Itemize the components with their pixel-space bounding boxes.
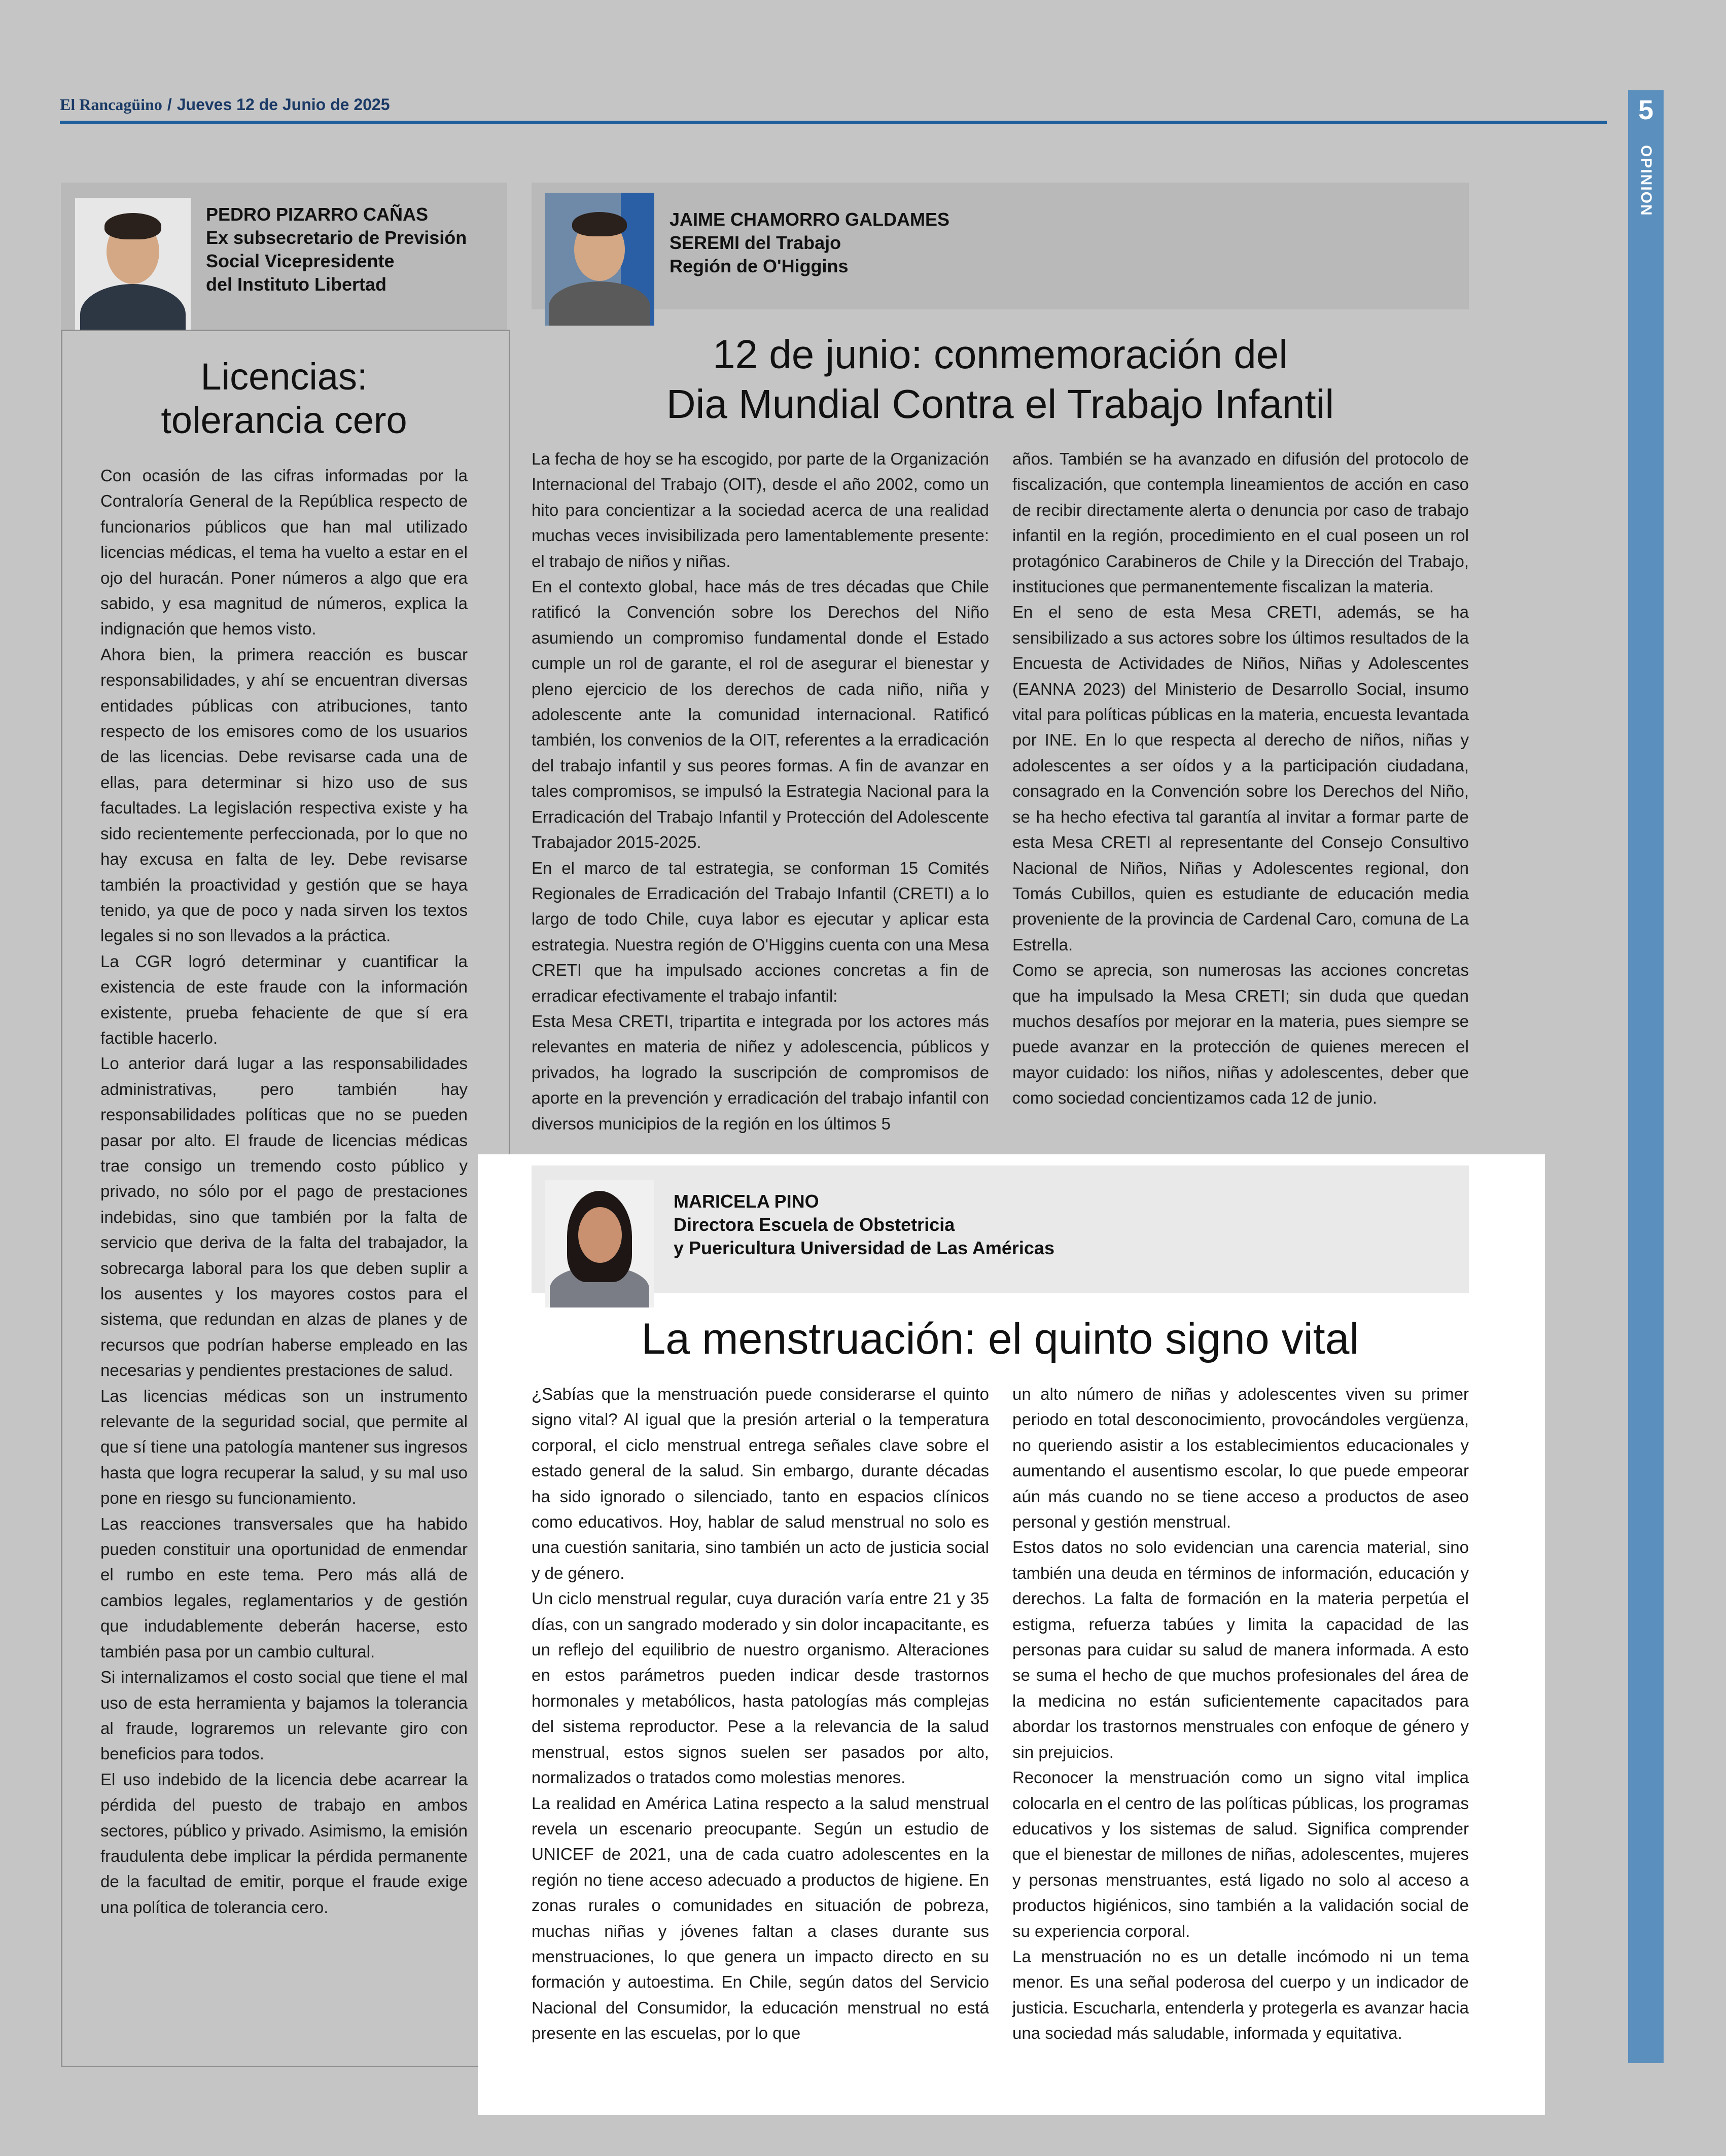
publication-date: Jueves 12 de Junio de 2025 — [177, 95, 390, 114]
article-title: Licencias: tolerancia cero — [161, 356, 407, 441]
paragraph: En el marco de tal estrategia, se conforman 15 Comités Regionales de Erradicación del Trabajo Infantil (CRETI) a lo largo de todo Chile, cuya labor es ejecutar y aplicar esta estrategia. Nuestra región de O'Higgins cuenta con una Mesa CRETI que ha impulsado acciones concretas a fin de erradicar efectivamente el trabajo infantil: — [532, 858, 989, 1005]
article-body-chamorro-col1 — [532, 446, 989, 1137]
author-photo-pizarro — [75, 198, 191, 331]
paragraph: En el contexto global, hace más de tres décadas que Chile ratificó la Convención sobre los Derechos del Niño asumiendo un compromiso fundamental donde el Estado cumple un rol de garante, el rol de asegurar el bienestar y pleno ejercicio de los derechos de cada niño, niña y adolescente ante la comunidad internacional. Ratificó también, los convenios de la OIT, referentes a la erradicación del trabajo infantil y sus peores formas. A fin de avanzar en tales compromisos, se impulsó la Estrategia Nacional para la Erradicación del Trabajo Infantil y Protección del Adolescente Trabajador 2015-2025. — [532, 577, 989, 852]
section-tab — [1628, 90, 1664, 2063]
paragraph: un alto número de niñas y adolescentes viven su primer periodo en total desconocimiento, provocándoles vergüenza, no queriendo asistir a los establecimientos educacionales y aumentando el ausentismo escolar, lo que puede empeorar aún más cuando no se tiene acceso a productos de aseo personal y gestión menstrual. — [1012, 1385, 1469, 1532]
paragraph: años. También se ha avanzado en difusión del protocolo de fiscalización, que contempla lineamientos de acción en caso de recibir directamente alerta o denuncia por caso de trabajo infantil en la región, procedimiento en el cual poseen un rol protagónico Carabineros de Chile y la Dirección del Trabajo, instituciones que permanentemente fiscalizan la materia. — [1012, 449, 1469, 596]
paragraph: La menstruación no es un detalle incómodo ni un tema menor. Es una señal poderosa del cuerpo y un indicador de justicia. Escucharla, entenderla y protegerla es avanzar hacia una sociedad más saludable, informada y equitativa. — [1012, 1947, 1469, 2043]
paragraph: Estos datos no solo evidencian una carencia material, sino también una deuda en términos de información, educación y derechos. La falta de formación en la materia perpetúa el estigma, refuerza tabúes y limita la capacidad de las personas para cuidar su salud de manera informada. A esto se suma el hecho de que muchos profesionales del área de la medicina no están suficientemente capacitados para abordar los trastornos menstruales con enfoque de género y sin prejuicios. — [1012, 1538, 1469, 1761]
paragraph: El uso indebido de la licencia debe acarrear la pérdida del puesto de trabajo en ambos sectores, público y privado. Asimismo, la emisión fraudulenta debe implicar la pérdida permanente de la facultad de emitir, porque el fraude exige una política de tolerancia cero. — [100, 1770, 468, 1917]
paragraph: Con ocasión de las cifras informadas por la Contraloría General de la República respecto de funcionarios públicos que han mal utilizado licencias médicas, el tema ha vuelto a estar en el ojo del huracán. Poner números a algo que era sabido, y esa magnitud de números, explica la indignación que hemos visto. — [100, 466, 468, 639]
paragraph: Un ciclo menstrual regular, cuya duración varía entre 21 y 35 días, con un sangrado moderado y sin dolor incapacitante, es un reflejo del equilibrio de nuestro organismo. Alteraciones en estos parámetros pueden indicar desde trastornos hormonales y metabólicos, hasta patologías más complejas del sistema reproductor. Pese a la relevancia de la salud menstrual, estos signos suelen ser pasados por alto, normalizados o tratados como molestias menores. — [532, 1589, 989, 1787]
author-photo-pino — [545, 1180, 654, 1307]
paragraph: La realidad en América Latina respecto a la salud menstrual revela un escenario preocupante. Según un estudio de UNICEF de 2021, una de cada cuatro adolescentes en la región no tiene acceso adecuado a productos de higiene. En zonas rurales o comunidades en situación de pobreza, muchas niñas y jóvenes faltan a clases durante sus menstruaciones, lo que genera un impacto directo en su formación y autoestima. En Chile, según datos del Servicio Nacional del Consumidor, la educación menstrual no está presente en las escuelas, por lo que — [532, 1793, 989, 2043]
paragraph: La CGR logró determinar y cuantificar la existencia de este fraude con la información existente, prueba fehaciente de que sí era factible hacerlo. — [100, 951, 468, 1047]
author-photo-chamorro — [545, 193, 654, 326]
author-box-chamorro — [532, 183, 1469, 309]
paragraph: Si internalizamos el costo social que tiene el mal uso de esta herramienta y bajamos la tolerancia al fraude, lograremos un relevante giro con beneficios para todos. — [100, 1668, 468, 1763]
article-title: La menstruación: el quinto signo vital — [641, 1315, 1359, 1363]
author-role: Ex subsecretario de Previsión — [206, 227, 467, 248]
paragraph: Las licencias médicas son un instrumento relevante de la seguridad social, que permite al que sí tiene una patología mantener sus ingresos hasta que logra recuperar la salud, y su mal uso pone en riesgo su funcionamiento. — [100, 1386, 468, 1508]
paragraph: Las reacciones transversales que ha habido pueden constituir una oportunidad de enmendar el rumbo en este tema. Pero más allá de cambios legales, reglamentarios y de gestión que indudablemente deberán hacerse, esto también pasa por un cambio cultural. — [100, 1514, 468, 1661]
paragraph: Ahora bien, la primera reacción es buscar responsabilidades, y ahí se encuentran diversas entidades públicas con atribuciones, tanto respecto de los emisores como de los usuarios de las licencias. Debe revisarse cada una de ellas, para determinar si hizo uso de sus facultades. La legislación respectiva existe y ha sido recientemente perfeccionada, por lo que no hay excusa en falta de ley. Debe revisarse también la proactividad y gestión que se haya tenido, ya que de poco y nada sirven los textos legales si no son llevados a la práctica. — [100, 645, 468, 945]
author-name: JAIME CHAMORRO GALDAMES — [670, 209, 950, 230]
author-role: del Instituto Libertad — [206, 274, 386, 295]
author-box-pizarro — [61, 183, 507, 331]
article-body-pino-col2 — [1012, 1382, 1469, 2046]
author-role: y Puericultura Universidad de Las Américas — [674, 1238, 1054, 1258]
paragraph: Lo anterior dará lugar a las responsabilidades administrativas, pero también hay responsabilidades políticas que no se pueden pasar por alto. El fraude de licencias médicas trae consigo un tremendo costo público y privado, no sólo por el pago de prestaciones indebidas, sino que también por la falta de servicio que deriva de la falta del trabajador, la sobrecarga laboral para los que deben suplir a los ausentes y los mayores costos para el sistema, que redundan en alzas de planes y de recursos que podrían haberse empleado en las necesarias y pendientes prestaciones de salud. — [100, 1054, 468, 1380]
header-rule — [60, 121, 1607, 124]
paragraph: La fecha de hoy se ha escogido, por parte de la Organización Internacional del Trabajo (OIT), desde el año 2002, como un hito para concientizar a la sociedad acerca de una realidad muchas veces invisibilizada pero lamentablemente presente: el trabajo de niños y niñas. — [532, 449, 989, 571]
author-name: MARICELA PINO — [674, 1191, 819, 1212]
page-number: 5 — [1638, 95, 1654, 125]
article-body-pizarro — [100, 463, 468, 1920]
paragraph: ¿Sabías que la menstruación puede considerarse el quinto signo vital? Al igual que la presión arterial o la temperatura corporal, el ciclo menstrual entrega señales clave sobre el estado general de la salud. Sin embargo, durante décadas ha sido ignorado o silenciado, tanto en espacios clínicos como educativos. Hoy, hablar de salud menstrual no solo es una cuestión sanitaria, sino también un acto de justicia social y de género. — [532, 1385, 989, 1582]
author-box-pino — [532, 1165, 1469, 1293]
masthead: El Rancagüino / Jueves 12 de Junio de 2025 — [60, 95, 390, 114]
paragraph: En el seno de esta Mesa CRETI, además, se ha sensibilizado a sus actores sobre los últimos resultados de la Encuesta de Actividades de Niños, Niñas y Adolescentes (EANNA 2023) del Ministerio de Desarrollo Social, insumo vital para políticas públicas en la materia, encuesta levantada por INE. En lo que respecta al derecho de niños, niñas y adolescentes a ser oídos y a la participación ciudadana, consagrado en la Convención sobre los Derechos del Niño, se ha hecho efectiva tal garantía al invitar a formar parte de esta Mesa CRETI al representante del Consejo Consultivo Nacional de Niños, Niñas y Adolescentes regional, don Tomás Cubillos, quien es estudiante de educación media proveniente de la provincia de Cardenal Caro, comuna de La Estrella. — [1012, 603, 1469, 954]
author-role: Directora Escuela de Obstetricia — [674, 1214, 955, 1235]
article-body-pino-col1 — [532, 1382, 989, 2046]
author-role: Social Vicepresidente — [206, 251, 395, 271]
author-name: PEDRO PIZARRO CAÑAS — [206, 204, 429, 225]
paragraph: Como se aprecia, son numerosas las acciones concretas que ha impulsado la Mesa CRETI; sin duda que quedan muchos desafíos por mejorar en la materia, pues siempre se puede avanzar en la protección de quienes merecen el mayor cuidado: los niños, niñas y adolescentes, deber que como sociedad concientizamos cada 12 de junio. — [1012, 961, 1469, 1108]
paragraph: Esta Mesa CRETI, tripartita e integrada por los actores más relevantes en materia de niñez y adolescencia, públicos y privados, ha logrado la suscripción de compromisos de aporte en la prevención y erradicación del trabajo infantil con diversos municipios de la región en los últimos 5 — [532, 1011, 989, 1133]
article-title: 12 de junio: conmemoración del Dia Mundial Contra el Trabajo Infantil — [666, 332, 1334, 427]
author-role: SEREMI del Trabajo — [670, 232, 841, 253]
paragraph: Reconocer la menstruación como un signo vital implica colocarla en el centro de las políticas públicas, los programas educativos y los sistemas de salud. Significa comprender que el bienestar de millones de niñas, adolescentes, mujeres y personas menstruantes, está ligado no solo al acceso a productos higiénicos, sino también a la validación social de su experiencia corporal. — [1012, 1768, 1469, 1940]
section-label: OPINION — [1638, 145, 1654, 217]
author-role: Región de O'Higgins — [670, 256, 849, 276]
publication-name: El Rancagüino — [60, 95, 162, 114]
article-body-chamorro-col2 — [1012, 446, 1469, 1111]
